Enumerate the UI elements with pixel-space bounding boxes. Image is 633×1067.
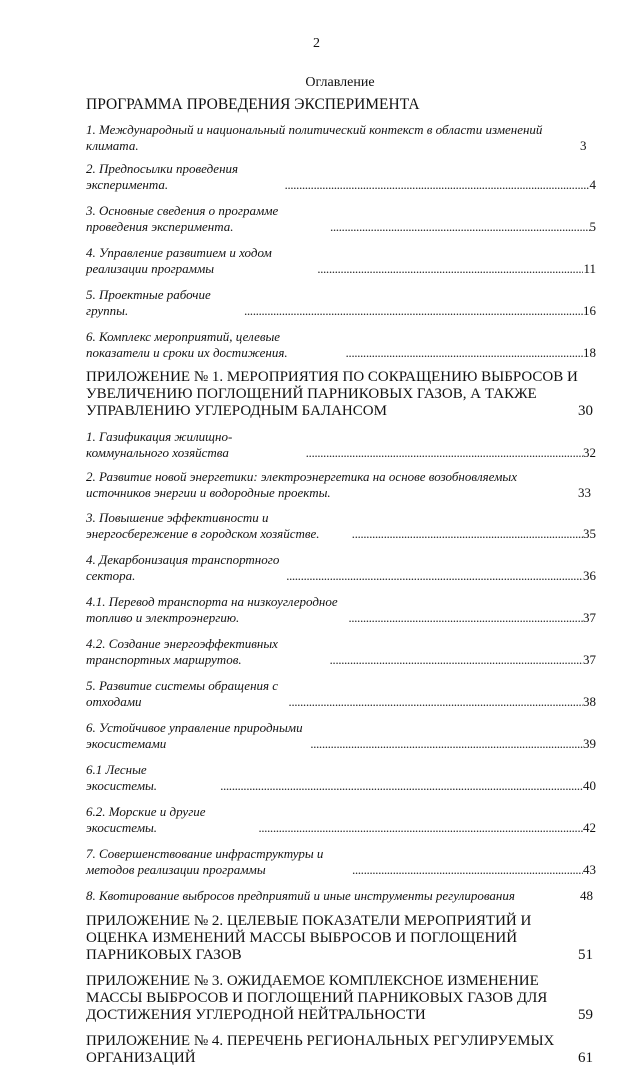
toc-entry[interactable] — [86, 510, 596, 542]
toc-entry-page: 18 — [583, 345, 596, 360]
toc-entry-text: ПРИЛОЖЕНИЕ № 3. ОЖИДАЕМОЕ КОМПЛЕКСНОЕ ИЗМЕНЕНИЕ МАССЫ ВЫБРОСОВ И ПОГЛОЩЕНИЙ ПАРНИКОВЫХ ГАЗОВ ДЛЯ ДОСТИЖЕНИЯ УГЛЕРОДНОЙ НЕЙТРАЛЬНОСТИ — [86, 973, 548, 1023]
toc-entry-page: 39 — [583, 736, 596, 751]
program-heading: ПРОГРАММА ПРОВЕДЕНИЯ ЭКСПЕРИМЕНТА — [86, 96, 420, 113]
toc-entry-page: 51 — [578, 947, 593, 963]
toc-entry-text: ПРИЛОЖЕНИЕ № 1. МЕРОПРИЯТИЯ ПО СОКРАЩЕНИЮ ВЫБРОСОВ И УВЕЛИЧЕНИЮ ПОГЛОЩЕНИЙ ПАРНИКОВЫХ ГАЗОВ, А ТАКЖЕ УПРАВЛЕНИЮ УГЛЕРОДНЫМ БАЛАНСОМ — [86, 369, 578, 419]
toc-entry-text: 4.1. Перевод транспорта на низкоуглеродное топливо и электроэнергию. — [86, 594, 338, 625]
toc-entry-page: 37 — [583, 652, 596, 667]
toc-entry[interactable] — [86, 245, 596, 277]
toc-entry-page: 30 — [578, 403, 593, 419]
toc-entry[interactable] — [86, 594, 596, 626]
toc-entry[interactable] — [86, 161, 596, 193]
toc-entry-text: 5. Проектные рабочие группы. — [86, 287, 211, 318]
toc-entry-page: 40 — [583, 778, 596, 793]
toc-entry[interactable] — [86, 552, 596, 584]
toc-entry-page: 3 — [580, 138, 587, 153]
toc-entry-page: 59 — [578, 1007, 593, 1023]
toc-entry[interactable] — [86, 369, 596, 420]
toc-entry[interactable] — [86, 287, 596, 319]
toc-entry[interactable] — [86, 122, 596, 154]
toc-entry-text: 3. Повышение эффективности и энергосбережение в городском хозяйстве. — [86, 510, 320, 541]
toc-entry-page: 4 — [589, 177, 596, 192]
toc-entry-text: 6.2. Морские и другие экосистемы. — [86, 804, 206, 835]
page-number: 2 — [313, 36, 320, 51]
toc-entry-text: 7. Совершенствование инфраструктуры и методов реализации программы — [86, 846, 324, 877]
toc-entry-page: 61 — [578, 1050, 593, 1066]
toc-entry-page: 37 — [583, 610, 596, 625]
toc-entry-text: 6. Комплекс мероприятий, целевые показатели и сроки их достижения. — [86, 329, 288, 360]
toc-entry[interactable] — [86, 1033, 596, 1067]
table-of-contents — [86, 96, 596, 1067]
toc-entry-text: 2. Развитие новой энергетики: электроэнергетика на основе возобновляемых источников энергии и водородные проекты. — [86, 469, 517, 500]
toc-entry-text: 6. Устойчивое управление природными экосистемами — [86, 720, 303, 751]
toc-entry-page: 16 — [583, 303, 596, 318]
toc-entry[interactable] — [86, 636, 596, 668]
toc-entry-page: 43 — [583, 862, 596, 877]
toc-entry-text: 8. Квотирование выбросов предприятий и иные инструменты регулирования — [86, 888, 515, 903]
toc-entry[interactable] — [86, 913, 596, 964]
toc-title: Оглавление — [305, 75, 375, 90]
toc-entry[interactable] — [86, 804, 596, 836]
toc-entry-text: 2. Предпосылки проведения эксперимента. — [86, 161, 239, 192]
toc-entry-page: 32 — [583, 445, 596, 460]
toc-entry-page: 35 — [583, 526, 596, 541]
toc-entry-text: 6.1 Лесные экосистемы. — [86, 762, 158, 793]
toc-entry-text: 4. Управление развитием и ходом реализации программы — [86, 245, 272, 276]
toc-entry-text: 3. Основные сведения о программе проведения эксперимента. — [86, 203, 279, 234]
toc-entry[interactable] — [86, 720, 596, 752]
toc-entry-page: 36 — [583, 568, 596, 583]
toc-entry[interactable] — [86, 429, 596, 461]
toc-entry-page: 48 — [580, 888, 593, 903]
toc-entry[interactable] — [86, 203, 596, 235]
toc-entry-text: ПРИЛОЖЕНИЕ № 2. ЦЕЛЕВЫЕ ПОКАЗАТЕЛИ МЕРОПРИЯТИЙ И ОЦЕНКА ИЗМЕНЕНИЙ МАССЫ ВЫБРОСОВ И ПОГЛОЩЕНИЙ ПАРНИКОВЫХ ГАЗОВ — [86, 913, 532, 963]
toc-entry-page: 38 — [583, 694, 596, 709]
toc-entry[interactable] — [86, 329, 596, 361]
toc-entry-page: 33 — [578, 485, 591, 500]
toc-entry[interactable] — [86, 888, 596, 904]
toc-entry-page: 5 — [589, 219, 596, 234]
toc-entry-page: 11 — [583, 261, 596, 276]
toc-entry-text: 1. Международный и национальный политический контекст в области изменений климата. — [86, 122, 543, 153]
toc-entry-text: 4.2. Создание энергоэффективных транспортных маршрутов. — [86, 636, 278, 667]
toc-entry[interactable] — [86, 846, 596, 878]
toc-entry-page: 42 — [583, 820, 596, 835]
toc-entry[interactable] — [86, 762, 596, 794]
toc-entry[interactable] — [86, 469, 596, 501]
toc-entry-text: ПРИЛОЖЕНИЕ № 4. ПЕРЕЧЕНЬ РЕГИОНАЛЬНЫХ РЕГУЛИРУЕМЫХ ОРГАНИЗАЦИЙ — [86, 1033, 555, 1066]
toc-entry[interactable] — [86, 973, 596, 1024]
toc-entry-text: 5. Развитие системы обращения с отходами — [86, 678, 279, 709]
toc-entry[interactable] — [86, 678, 596, 710]
toc-entry-text: 4. Декарбонизация транспортного сектора. — [86, 552, 280, 583]
toc-entry-text: 1. Газификация жилищно-коммунального хозяйства — [86, 429, 233, 460]
